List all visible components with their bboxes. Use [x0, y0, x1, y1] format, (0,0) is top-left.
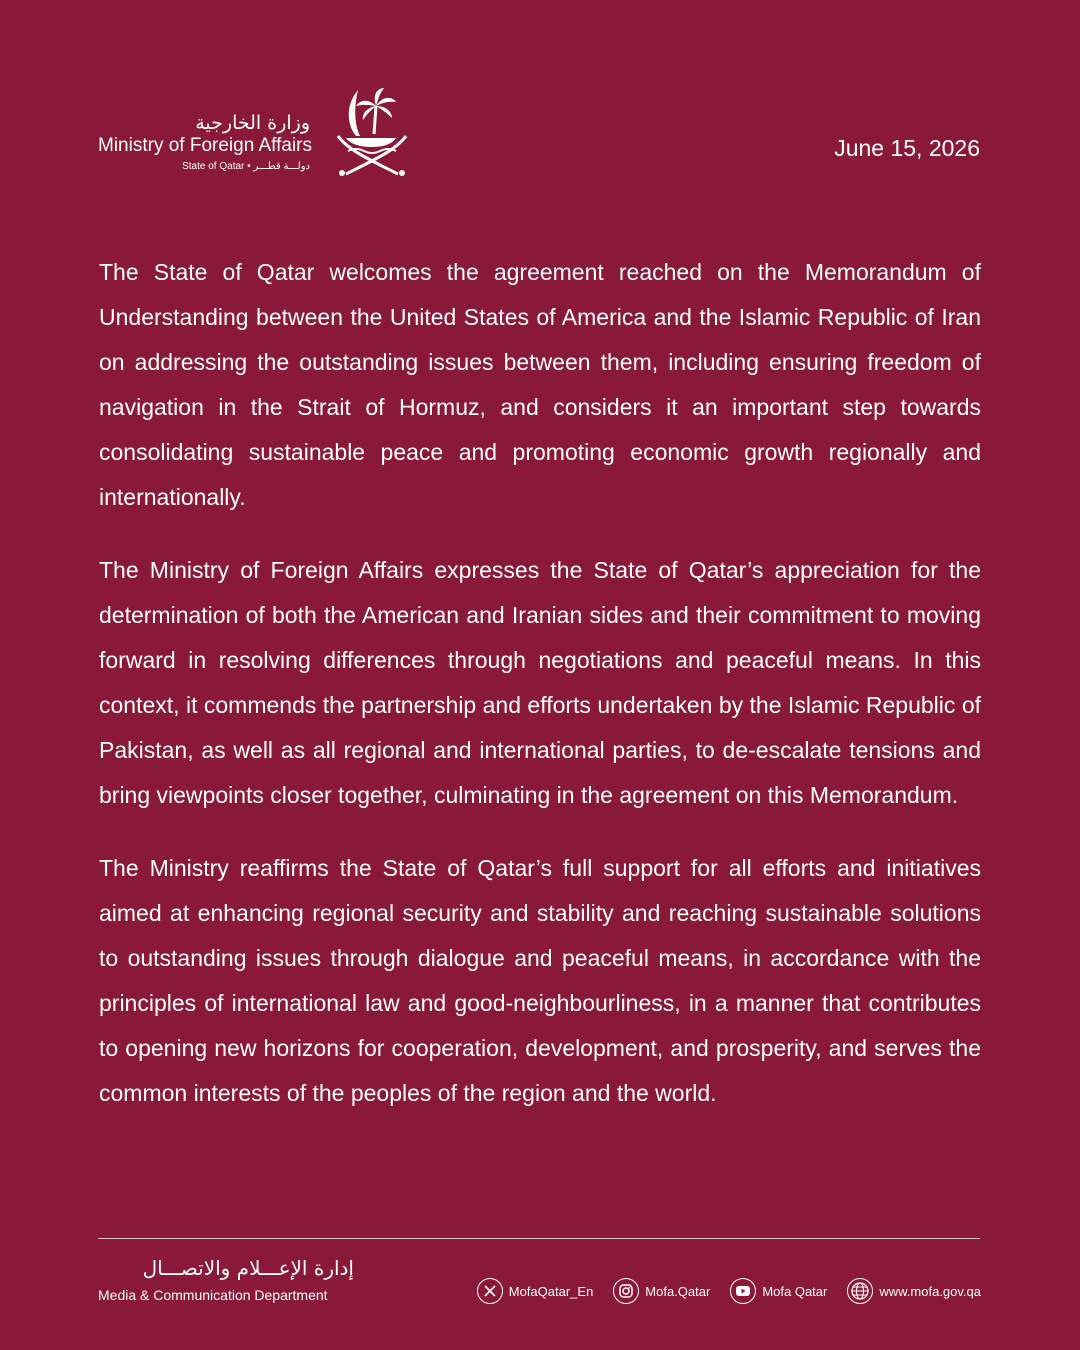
globe-icon	[847, 1278, 873, 1304]
paragraph-3: The Ministry reaffirms the State of Qatar’s full support for all efforts and initiatives aimed at enhancing regional security and stability and reaching sustainable solutions to outstanding issues through dialogue and peaceful means, in accordance with the principles of international law and good-neighbourliness, in a manner that contributes to opening new horizons for cooperation, development, and prosperity, and serves the common interests of the peoples of the region and the world.	[99, 855, 981, 1106]
paragraph-2: The Ministry of Foreign Affairs expresses the State of Qatar’s appreciation for the determination of both the American and Iranian sides and their commitment to moving forward in resolving differences through negotiations and peaceful means. In this context, it commends the partnership and efforts undertaken by the Islamic Republic of Pakistan, as well as all regional and international parties, to de-escalate tensions and bring viewpoints closer together, culminating in the agreement on this Memorandum.	[99, 557, 981, 808]
social-label: MofaQatar_En	[508, 1283, 594, 1299]
statement-body	[99, 250, 981, 1144]
social-link-instagram[interactable]	[613, 1278, 710, 1304]
logo-subtitle: State of Qatar • دولـــة قطـــر	[182, 161, 310, 172]
social-label: Mofa Qatar	[762, 1283, 828, 1299]
social-label: Mofa.Qatar	[645, 1283, 711, 1299]
department-english: Media & Communication Department	[98, 1287, 328, 1303]
instagram-icon	[613, 1278, 639, 1304]
logo-english-text: Ministry of Foreign Affairs	[98, 135, 313, 156]
qatar-emblem-icon	[334, 84, 410, 176]
social-label: www.mofa.gov.qa	[879, 1283, 981, 1299]
department-signature	[98, 1254, 358, 1304]
youtube-icon	[730, 1278, 756, 1304]
social-links	[477, 1275, 981, 1307]
x-icon	[477, 1278, 503, 1304]
department-arabic: إدارة الإعـــلام والاتصـــال	[142, 1256, 354, 1280]
social-link-x[interactable]	[477, 1278, 594, 1304]
ministry-logo	[98, 84, 418, 184]
social-link-youtube[interactable]	[730, 1278, 827, 1304]
social-link-website[interactable]	[847, 1278, 981, 1304]
statement-date: June 15, 2026	[834, 135, 980, 161]
paragraph-1: The State of Qatar welcomes the agreement reached on the Memorandum of Understanding between the United States of America and the Islamic Republic of Iran on addressing the outstanding issues between them, including ensuring freedom of navigation in the Strait of Hormuz, and considers it an important step towards consolidating sustainable peace and promoting economic growth regionally and internationally.	[99, 259, 981, 510]
footer-divider	[98, 1238, 980, 1239]
header	[98, 84, 980, 184]
logo-arabic-text: وزارة الخارجية	[195, 112, 310, 134]
